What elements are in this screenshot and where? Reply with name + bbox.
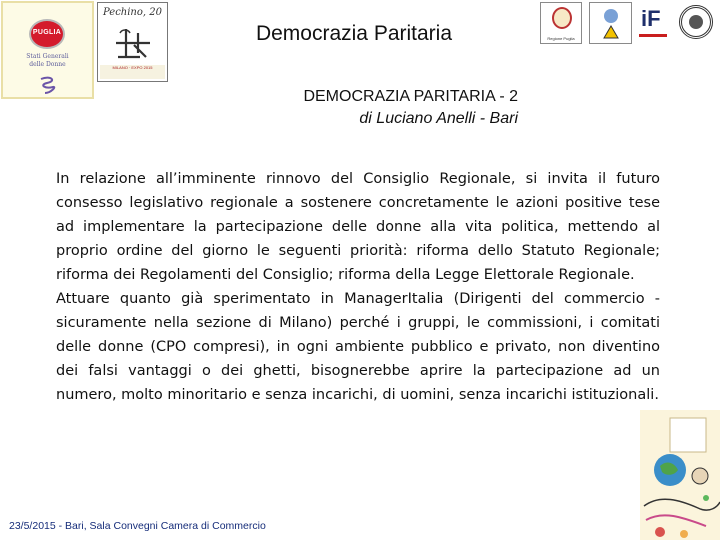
if-underline [639, 34, 667, 37]
if-logo [637, 2, 670, 44]
regione-caption: Regione Puglia [547, 36, 575, 41]
body-text [56, 167, 660, 407]
institution-emblem-icon [604, 9, 618, 23]
institution-logo [589, 2, 632, 44]
regione-puglia-logo [540, 2, 582, 44]
warning-triangle-icon [603, 25, 619, 39]
subtitle-author: di Luciano Anelli - Bari [359, 110, 518, 127]
puglia-logo [1, 1, 94, 99]
subtitle-title: DEMOCRAZIA PARITARIA - 2 [303, 88, 518, 105]
subtitle [0, 86, 518, 130]
pechino-bar: MILANO · EXPO 2015 [100, 65, 165, 79]
if-mark: iF [641, 6, 661, 31]
page-title: Democrazia Paritaria [255, 22, 453, 45]
paragraph-2: Attuare quanto già sperimentato in ManagerItalia (Dirigenti del commercio - sicuramente nella sezione di Milano) perché i gruppi, le commissioni, i comitati delle donne (CPO compresi), in ogni ambiente pubblico e privato, non diventino dei falsi vantaggi o dei ghetti, bisognerebbe aprire la partecipazione ad un numero, molto minoritario e senza incarichi, di uomini, senza incarichi istituzionali. [56, 291, 660, 403]
circular-seal-logo [675, 2, 717, 44]
puglia-logo-caption: Stati Generali delle Donne [26, 53, 69, 68]
footer: 23/5/2015 - Bari, Sala Convegni Camera di Commercio [9, 520, 266, 532]
regione-crest-icon [552, 7, 572, 29]
decorative-artwork [640, 410, 720, 540]
seal-center-icon [689, 15, 703, 29]
puglia-badge-text: PUGLIA [32, 29, 62, 36]
pechino-title: Pechino, 20 [103, 7, 162, 18]
paragraph-1: In relazione all’imminente rinnovo del Consiglio Regionale, si invita il futuro consesso legislativo regionale a sostenere concretamente le azioni positive tese ad implementare la partecipazione delle donne alla vita politica, mettendo al proprio ordine del giorno le seguenti priorità: riforma dello Statuto Regionale; riforma dei Regolamenti del Consiglio; riforma della Legge Elettorale Regionale. [56, 171, 660, 283]
